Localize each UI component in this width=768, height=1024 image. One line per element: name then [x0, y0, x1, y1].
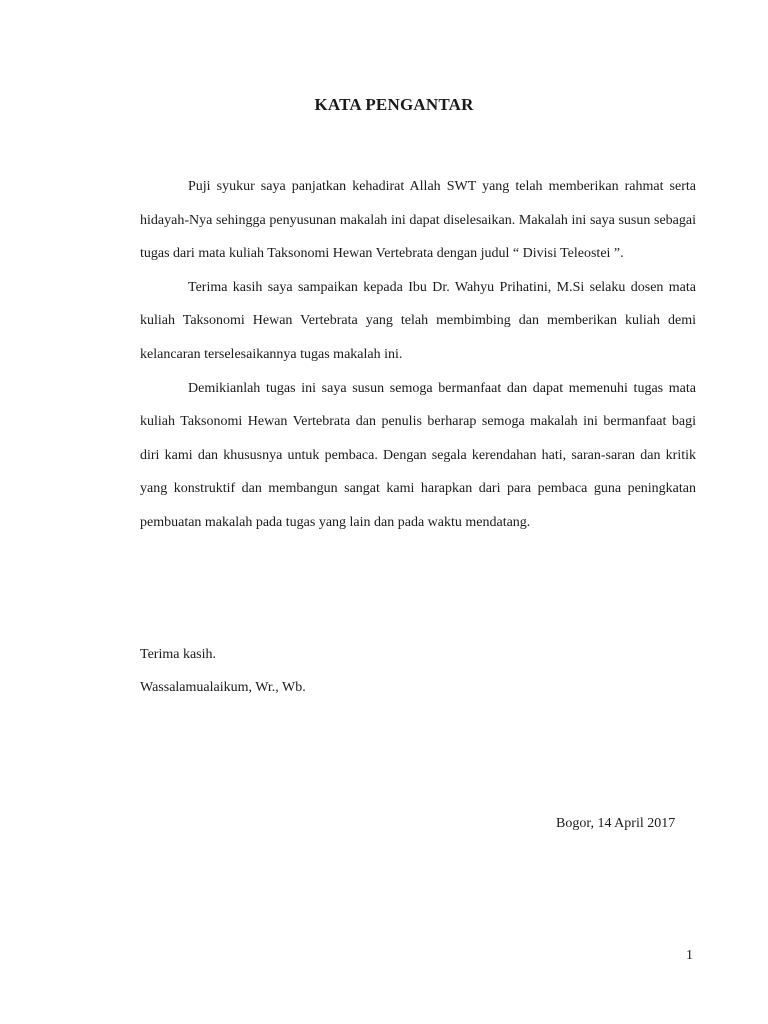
paragraph-intro: Puji syukur saya panjatkan kehadirat Allah SWT yang telah memberikan rahmat serta hidayah-Nya sehingga penyusunan makalah ini dapat diselesaikan. Makalah ini saya susun sebagai tugas dari mata kuliah Taksonomi Hewan Vertebrata dengan judul “ Divisi Teleostei ”. [140, 179, 696, 262]
paragraph-thanks: Terima kasih saya sampaikan kepada Ibu Dr. Wahyu Prihatini, M.Si selaku dosen mata kuliah Taksonomi Hewan Vertebrata yang telah membimbing dan memberikan kuliah demi kelancaran terselesaikannya tugas makalah ini. [140, 279, 696, 362]
closing-salam: Wassalamualaikum, Wr., Wb. [140, 680, 306, 695]
page-title: KATA PENGANTAR [314, 95, 474, 114]
page-number: 1 [686, 948, 693, 963]
closing-thanks: Terima kasih. [140, 647, 216, 662]
place-date: Bogor, 14 April 2017 [556, 816, 676, 831]
paragraph-conclusion: Demikianlah tugas ini saya susun semoga bermanfaat dan dapat memenuhi tugas mata kuliah Taksonomi Hewan Vertebrata dan penulis berharap semoga makalah ini bermanfaat bagi diri kami dan khususnya untuk pembaca. Dengan segala kerendahan hati, saran-saran dan kritik yang konstruktif dan membangun sangat kami harapkan dari para pembaca guna peningkatan pembuatan makalah pada tugas yang lain dan pada waktu mendatang. [140, 380, 696, 530]
body-text [140, 170, 696, 540]
